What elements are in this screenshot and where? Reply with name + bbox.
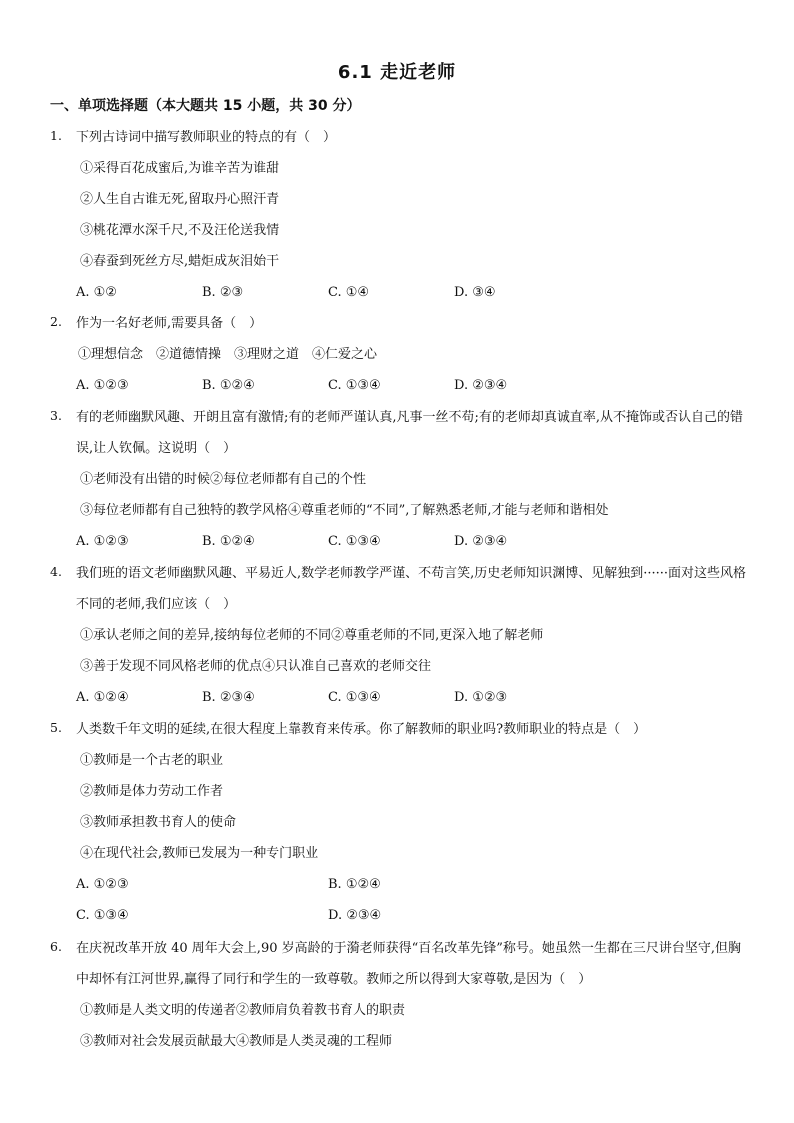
choice-b: B. ②③ <box>202 285 244 300</box>
question-stem: 下列古诗词中描写教师职业的特点的有（ ） <box>76 130 337 145</box>
choice-d: D. ②③④ <box>328 908 382 923</box>
statement-option: ②人生自古谁无死,留取丹心照汗青 <box>80 192 280 207</box>
choice-d: D. ①②③ <box>454 690 508 705</box>
statement-option: ③教师承担教书育人的使命 <box>80 815 237 830</box>
question-1 <box>50 122 750 308</box>
question-number: 6. <box>50 939 62 954</box>
choice-c: C. ①④ <box>328 285 370 300</box>
statement-option: ①承认老师之间的差异,接纳每位老师的不同②尊重老师的不同,更深入地了解老师 <box>80 628 544 643</box>
question-3 <box>50 402 750 557</box>
choice-b: B. ②③④ <box>202 690 255 705</box>
statement-option: ①采得百花成蜜后,为谁辛苦为谁甜 <box>80 161 280 176</box>
question-number: 5. <box>50 720 62 735</box>
question-stem: 在庆祝改革开放 40 周年大会上,90 岁高龄的于漪老师获得“百名改革先锋”称号。她虽然一生都在三尺讲台坚守,但胸中却怀有江河世界,赢得了同行和学生的一致尊敬。教师之所以得到大家尊敬,是因为（ ） <box>76 941 742 987</box>
choice-c: C. ①③④ <box>76 908 129 923</box>
question-stem: 有的老师幽默风趣、开朗且富有激情;有的老师严谨认真,凡事一丝不苟;有的老师却真诚直率,从不掩饰或否认自己的错误,让人钦佩。这说明（ ） <box>76 410 744 456</box>
choice-a: A. ①②③ <box>76 378 129 393</box>
choice-a: A. ①②③ <box>76 534 129 549</box>
statement-option: ④春蚕到死丝方尽,蜡炬成灰泪始干 <box>80 254 280 269</box>
question-2 <box>50 308 750 401</box>
statement-option: ③善于发现不同风格老师的优点④只认准自己喜欢的老师交往 <box>80 659 432 674</box>
statement-option: ③教师对社会发展贡献最大④教师是人类灵魂的工程师 <box>80 1034 393 1049</box>
question-number: 1. <box>50 128 62 143</box>
question-4 <box>50 558 750 713</box>
choice-d: D. ③④ <box>454 285 496 300</box>
choice-a: A. ①② <box>76 285 117 300</box>
choice-b: B. ①②④ <box>202 534 255 549</box>
question-stem: 人类数千年文明的延续,在很大程度上靠教育来传承。你了解教师的职业吗?教师职业的特点是（ ） <box>76 722 647 737</box>
choice-b: B. ①②④ <box>202 378 255 393</box>
question-number: 4. <box>50 564 62 579</box>
answer-choices <box>76 900 750 931</box>
choice-c: C. ①③④ <box>328 378 381 393</box>
choice-a: A. ①②③ <box>76 877 129 892</box>
statement-option: ①教师是人类文明的传递者②教师肩负着教书育人的职责 <box>80 1003 406 1018</box>
choice-a: A. ①②④ <box>76 690 129 705</box>
question-number: 2. <box>50 314 62 329</box>
choice-d: D. ②③④ <box>454 378 508 393</box>
question-stem: 作为一名好老师,需要具备（ ） <box>76 316 263 331</box>
section-heading: 一、单项选择题（本大题共 15 小题，共 30 分） <box>50 98 361 114</box>
statement-option: ①教师是一个古老的职业 <box>80 753 224 768</box>
question-6 <box>50 933 750 1057</box>
choice-b: B. ①②④ <box>328 877 381 892</box>
question-5 <box>50 714 750 931</box>
statement-option: ①老师没有出错的时候②每位老师都有自己的个性 <box>80 472 367 487</box>
statement-option: ③每位老师都有自己独特的教学风格④尊重老师的“不同”,了解熟悉老师,才能与老师和谐相处 <box>80 503 609 518</box>
answer-choices <box>76 869 750 900</box>
statement-option: ②教师是体力劳动工作者 <box>80 784 224 799</box>
page-title: 6.1 走近老师 <box>337 62 457 83</box>
answer-choices <box>76 682 750 713</box>
choice-c: C. ①③④ <box>328 534 381 549</box>
statement-option: ③桃花潭水深千尺,不及汪伦送我情 <box>80 223 280 238</box>
statement-option: ④在现代社会,教师已发展为一种专门职业 <box>80 846 319 861</box>
answer-choices <box>76 277 750 308</box>
choice-d: D. ②③④ <box>454 534 508 549</box>
question-stem: 我们班的语文老师幽默风趣、平易近人,数学老师教学严谨、不苟言笑,历史老师知识渊博、见解独到······面对这些风格不同的老师,我们应该（ ） <box>76 566 747 612</box>
answer-choices <box>76 526 750 557</box>
question-number: 3. <box>50 408 62 423</box>
statement-option: ①理想信念 ②道德情操 ③理财之道 ④仁爱之心 <box>78 347 378 362</box>
choice-c: C. ①③④ <box>328 690 381 705</box>
answer-choices <box>76 370 750 401</box>
